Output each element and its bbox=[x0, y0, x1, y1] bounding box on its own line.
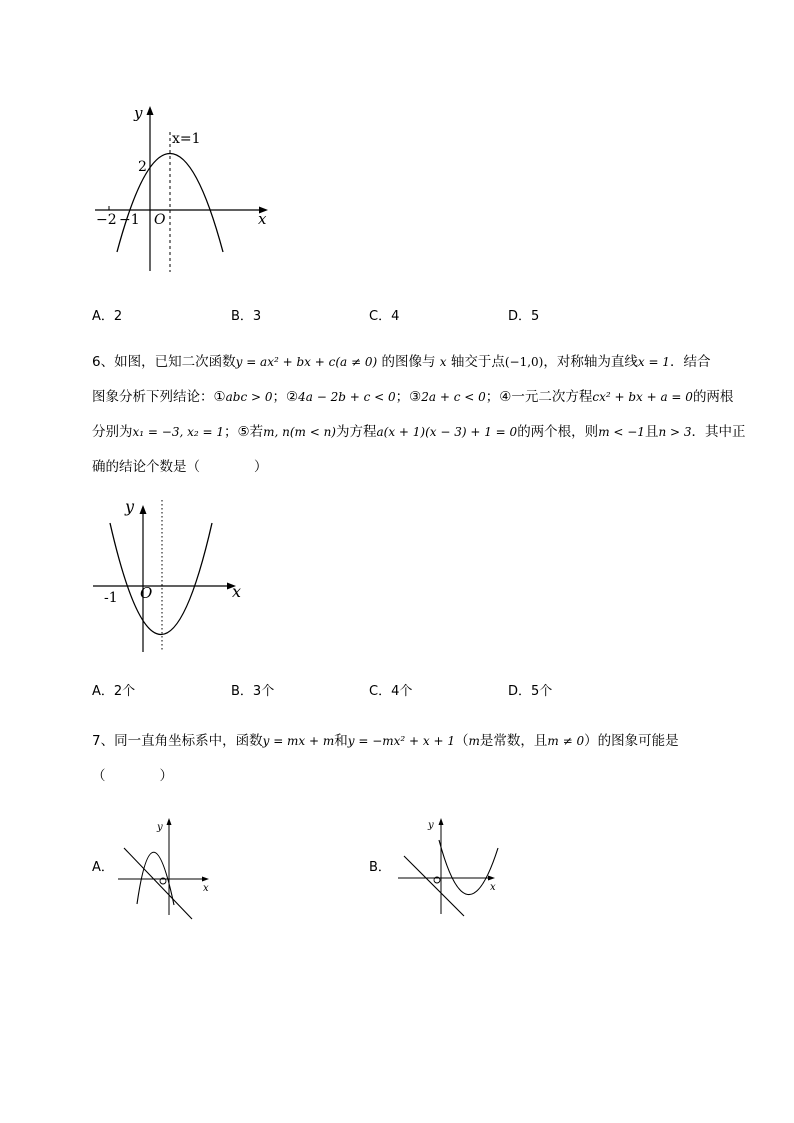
q6-line-3: 分别为x₁ = −3, x₂ = 1；⑤若m, n(m < n)为方程a(x + 1)(x − 3) + 1 = 0的两个根，则m < −1且n > 3．其中正 bbox=[92, 424, 746, 440]
x-tick-neg1-label: −1 bbox=[119, 212, 140, 228]
y-axis-arrow bbox=[147, 106, 154, 115]
x-axis-arrow bbox=[202, 877, 209, 882]
y-axis-arrow bbox=[140, 505, 147, 514]
y-intercept-label: 2 bbox=[138, 159, 147, 175]
q6-option-a[interactable]: A．2个 bbox=[92, 684, 136, 699]
q6-line-4: 确的结论个数是（ ） bbox=[92, 459, 268, 475]
q5-option-a[interactable]: A．2 bbox=[92, 309, 123, 324]
q7-line-2: （ ） bbox=[92, 768, 173, 784]
q6-parabola-figure bbox=[88, 490, 258, 660]
symmetry-axis-label: x=1 bbox=[172, 131, 201, 147]
origin-label: O bbox=[154, 212, 166, 228]
x-tick-neg2-label: −2 bbox=[96, 212, 117, 228]
y-axis-arrow bbox=[167, 818, 172, 825]
y-axis-arrow bbox=[439, 818, 444, 825]
q6-option-d[interactable]: D．5个 bbox=[508, 684, 553, 699]
y-axis-label: y bbox=[157, 822, 163, 833]
x-axis-label: x bbox=[232, 582, 242, 601]
q5-option-d[interactable]: D．5 bbox=[508, 309, 540, 324]
q5-option-b[interactable]: B．3 bbox=[231, 309, 262, 324]
q7-option-b-label[interactable]: B． bbox=[369, 860, 391, 875]
q7-line-1: 7、同一直角坐标系中，函数y = mx + m和y = −mx² + x + 1（m是常数，且m ≠ 0）的图象可能是 bbox=[92, 733, 679, 749]
y-axis-label: y bbox=[125, 497, 135, 516]
y-axis-label: y bbox=[134, 104, 143, 122]
q6-line-1: 6、如图，已知二次函数y = ax² + bx + c(a ≠ 0) 的图像与 x 轴交于点(−1,0)，对称轴为直线x = 1．结合 bbox=[92, 354, 711, 370]
q7-option-b-graph[interactable] bbox=[392, 812, 504, 922]
x-axis-label: x bbox=[258, 210, 267, 228]
q5-option-c[interactable]: C．4 bbox=[369, 309, 400, 324]
line-graph bbox=[404, 856, 464, 916]
parabola-curve bbox=[110, 523, 212, 635]
x-tick-neg1-label: -1 bbox=[104, 590, 118, 606]
q5-parabola-figure bbox=[90, 98, 280, 280]
origin-label: O bbox=[140, 584, 153, 602]
q6-option-c[interactable]: C．4个 bbox=[369, 684, 413, 699]
x-axis-arrow bbox=[488, 876, 495, 881]
x-axis-label: x bbox=[203, 883, 209, 894]
x-axis-label: x bbox=[490, 882, 496, 893]
line-graph bbox=[124, 848, 192, 919]
q6-option-b[interactable]: B．3个 bbox=[231, 684, 275, 699]
q7-option-a-label[interactable]: A． bbox=[92, 860, 114, 875]
q7-option-a-graph[interactable] bbox=[112, 812, 220, 922]
y-axis-label: y bbox=[428, 820, 434, 831]
q6-line-2: 图象分析下列结论：①abc > 0；②4a − 2b + c < 0；③2a + c < 0；④一元二次方程cx² + bx + a = 0的两根 bbox=[92, 389, 734, 405]
